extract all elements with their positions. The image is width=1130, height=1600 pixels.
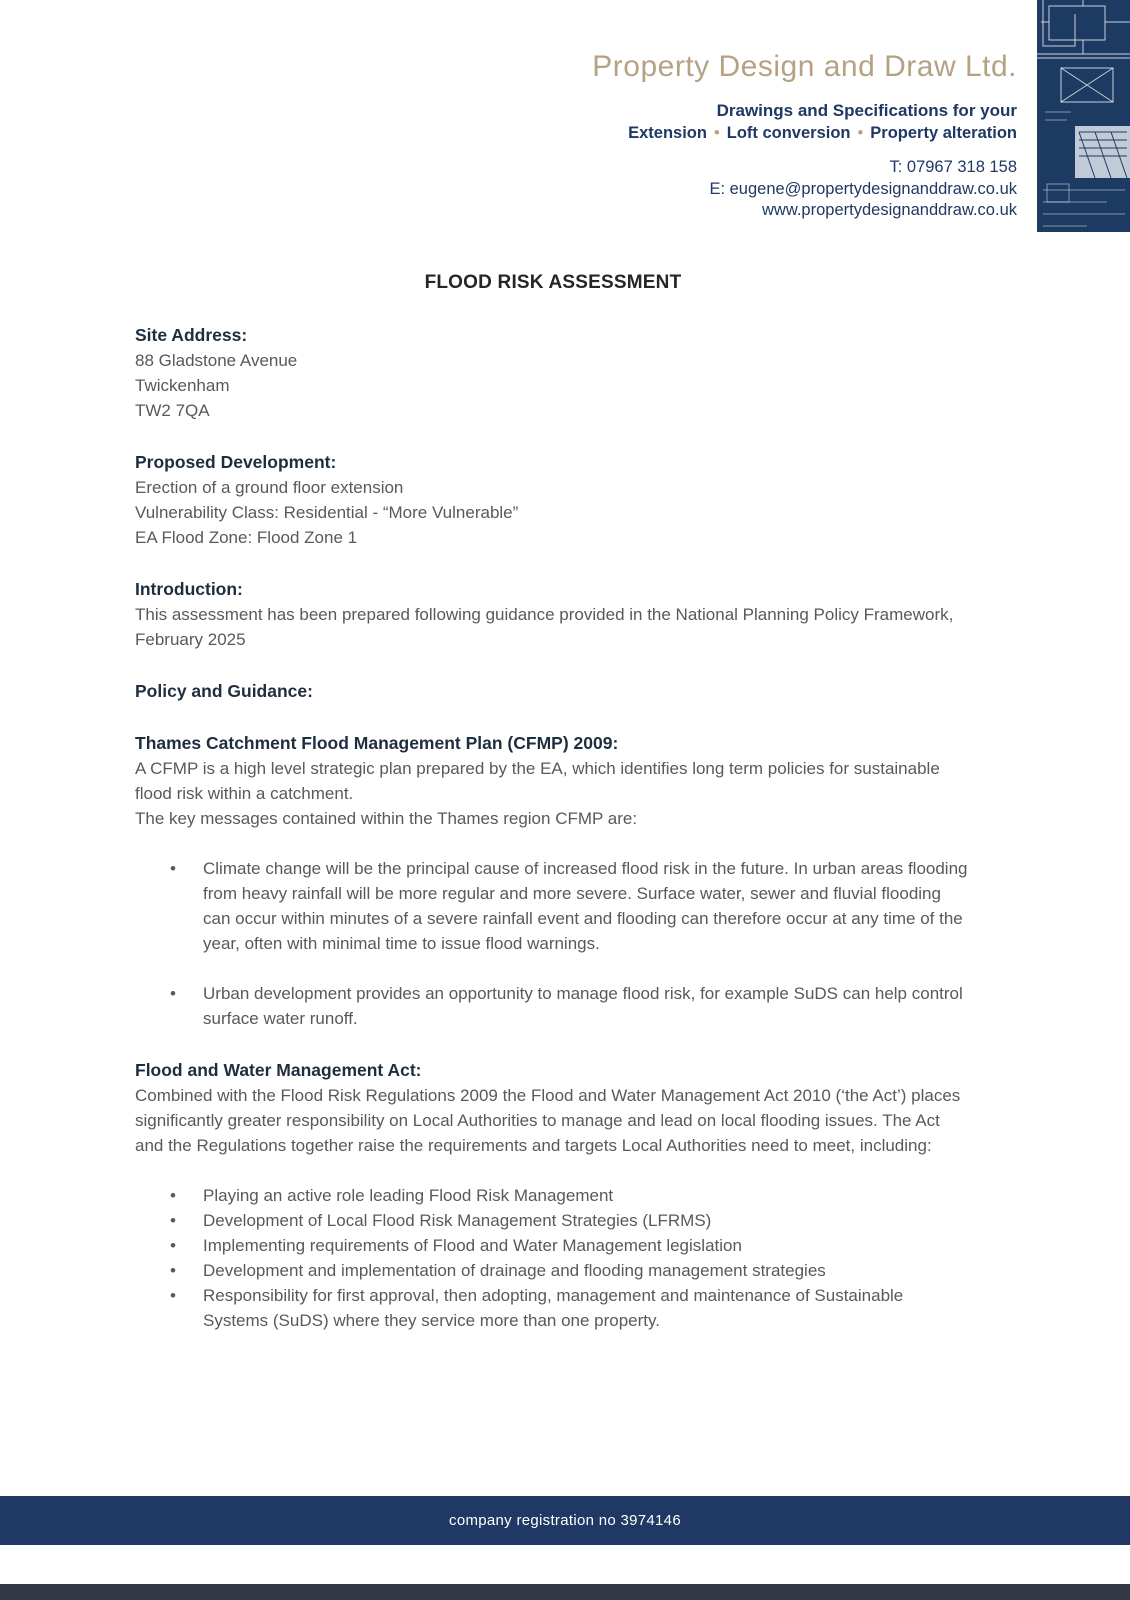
development-line: Vulnerability Class: Residential - “More Vulnerable” bbox=[135, 503, 519, 522]
address-line: 88 Gladstone Avenue bbox=[135, 351, 298, 370]
service-extension: Extension bbox=[628, 124, 707, 142]
cfmp-heading: Thames Catchment Flood Management Plan (CFMP) 2009: bbox=[135, 733, 619, 753]
list-item: • Development of Local Flood Risk Management Strategies (LFRMS) bbox=[203, 1208, 971, 1233]
document-title: FLOOD RISK ASSESSMENT bbox=[424, 272, 682, 293]
blueprint-graphic bbox=[1037, 0, 1130, 232]
introduction-section bbox=[135, 577, 971, 652]
services-line bbox=[592, 122, 1017, 144]
address-line: TW2 7QA bbox=[135, 401, 210, 420]
policy-guidance-heading: Policy and Guidance: bbox=[135, 681, 313, 701]
letterhead bbox=[592, 50, 1017, 222]
list-item: • Implementing requirements of Flood and Water Management legislation bbox=[203, 1233, 971, 1258]
email-link[interactable]: E: eugene@propertydesignanddraw.co.uk bbox=[709, 179, 1017, 198]
service-loft-conversion: Loft conversion bbox=[726, 124, 851, 142]
next-page-edge bbox=[0, 1584, 1130, 1600]
document-body bbox=[135, 270, 971, 1360]
cfmp-bullet-list bbox=[135, 856, 971, 1031]
fwma-paragraph: Combined with the Flood Risk Regulations 2009 the Flood and Water Management Act 2010 (‘the Act’) places significantly greater responsibility on Local Authorities to manage and lead on local flooding issues. The Act and the Regulations together raise the requirements and targets Local Authorities need to meet, including: bbox=[135, 1086, 961, 1155]
list-item: • Development and implementation of drainage and flooding management strategies bbox=[203, 1258, 971, 1283]
list-item: • Urban development provides an opportunity to manage flood risk, for example SuDS can help control surface water runoff. bbox=[203, 981, 971, 1031]
service-property-alteration: Property alteration bbox=[870, 124, 1017, 142]
site-address-heading: Site Address: bbox=[135, 325, 248, 345]
cfmp-paragraph: The key messages contained within the Thames region CFMP are: bbox=[135, 809, 638, 828]
phone-number: T: 07967 318 158 bbox=[889, 158, 1017, 176]
cfmp-section bbox=[135, 731, 971, 1031]
proposed-development-section bbox=[135, 450, 971, 550]
bullet-separator-icon: • bbox=[857, 124, 864, 142]
introduction-text: This assessment has been prepared following guidance provided in the National Planning Policy Framework, February 2025 bbox=[135, 605, 954, 649]
list-item: • Responsibility for first approval, then adopting, management and maintenance of Sustainable Systems (SuDS) where they service more than one property. bbox=[203, 1283, 971, 1333]
company-registration: company registration no 3974146 bbox=[449, 1512, 681, 1529]
site-address-section bbox=[135, 323, 971, 423]
introduction-heading: Introduction: bbox=[135, 579, 243, 599]
development-line: EA Flood Zone: Flood Zone 1 bbox=[135, 528, 358, 547]
website-link[interactable]: www.propertydesignanddraw.co.uk bbox=[762, 201, 1017, 219]
fwma-section bbox=[135, 1058, 971, 1333]
cfmp-paragraph: A CFMP is a high level strategic plan prepared by the EA, which identifies long term policies for sustainable flood risk within a catchment. bbox=[135, 759, 940, 803]
list-item: • Playing an active role leading Flood Risk Management bbox=[203, 1183, 971, 1208]
footer-bar bbox=[0, 1496, 1130, 1545]
proposed-development-heading: Proposed Development: bbox=[135, 452, 337, 472]
development-line: Erection of a ground floor extension bbox=[135, 478, 404, 497]
company-name: Property Design and Draw Ltd. bbox=[592, 50, 1017, 83]
contact-block bbox=[592, 157, 1017, 222]
fwma-heading: Flood and Water Management Act: bbox=[135, 1060, 422, 1080]
bullet-separator-icon: • bbox=[713, 124, 720, 142]
fwma-bullet-list bbox=[135, 1183, 971, 1333]
list-item: • Climate change will be the principal cause of increased flood risk in the future. In urban areas flooding from heavy rainfall will be more regular and more severe. Surface water, sewer and fluvial flooding can occur within minutes of a severe rainfall event and flooding can therefore occur at any time of the year, often with minimal time to issue flood warnings. bbox=[203, 856, 971, 956]
policy-guidance-section bbox=[135, 679, 971, 704]
company-tagline: Drawings and Specifications for your bbox=[716, 101, 1017, 120]
address-line: Twickenham bbox=[135, 376, 230, 395]
